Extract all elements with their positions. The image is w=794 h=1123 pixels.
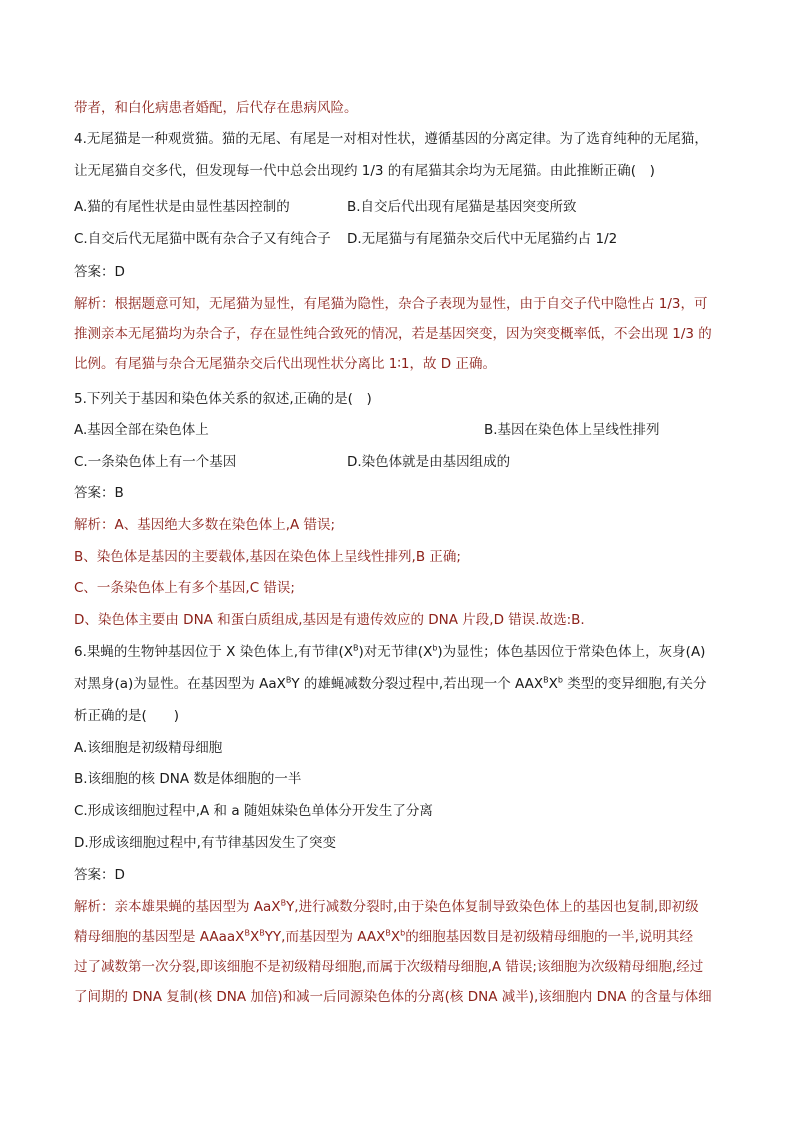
- q6-option-c: C.形成该细胞过程中,A 和 a 随姐妹染色单体分开发生了分离: [74, 803, 433, 819]
- q4-stem-line1: 4.无尾猫是一种观赏猫。猫的无尾、有尾是一对相对性状，遵循基因的分离定律。为了选育纯种的无尾猫，: [74, 131, 708, 147]
- q6-option-a: A.该细胞是初级精母细胞: [74, 740, 223, 756]
- q6-explanation-line3: 过了减数第一次分裂,即该细胞不是初级精母细胞,而属于次级精母细胞,A 错误;该细胞为次级精母细胞,经过: [74, 959, 704, 975]
- q6-explanation-line4: 了间期的 DNA 复制(核 DNA 加倍)和减一后同源染色体的分离(核 DNA 减半),该细胞内 DNA 的含量与体细: [74, 989, 712, 1005]
- q6-stem-line3: 析正确的是( ): [74, 708, 180, 724]
- q6-answer: 答案：D: [74, 867, 125, 883]
- q5-stem: 5.下列关于基因和染色体关系的叙述,正确的是( ): [74, 391, 372, 407]
- q6-option-b: B.该细胞的核 DNA 数是体细胞的一半: [74, 771, 302, 787]
- q4-stem-line2: 让无尾猫自交多代，但发现每一代中总会出现约 1/3 的有尾猫其余均为无尾猫。由此推断正确( ): [74, 163, 655, 179]
- q5-explanation-line2: B、染色体是基因的主要载体,基因在染色体上呈线性排列,B 正确;: [74, 549, 461, 565]
- q4-option-b: B.自交后代出现有尾猫是基因突变所致: [347, 199, 577, 215]
- q6-option-d: D.形成该细胞过程中,有节律基因发生了突变: [74, 835, 336, 851]
- q6-stem-line1: 6.果蝇的生物钟基因位于 X 染色体上,有节律$(X^B)$对无节律$(X^b)$为显性；体色基因位于常染色体上，灰身(A): [74, 643, 706, 660]
- q4-option-d: D.无尾猫与有尾猫杂交后代中无尾猫约占 1/2: [347, 231, 618, 247]
- q5-explanation-line4: D、染色体主要由 DNA 和蛋白质组成,基因是有遗传效应的 DNA 片段,D 错误.故选:B.: [74, 612, 585, 628]
- q5-explanation-line1: 解析：A、基因绝大多数在染色体上,A 错误;: [74, 517, 336, 533]
- q5-option-a: A.基因全部在染色体上: [74, 422, 209, 438]
- q5-options-row1: [74, 420, 720, 440]
- q6-stem-line2: 对黑身(a)为显性。在基因型为 AaX$^B$Y 的雄蝇减数分裂过程中,若出现一个 $AAX^BX^b$ 类型的变异细胞,有关分: [74, 675, 707, 692]
- q4-option-c: C.自交后代无尾猫中既有杂合子又有纯合子: [74, 231, 331, 247]
- q5-option-c: C.一条染色体上有一个基因: [74, 454, 237, 470]
- q5-option-d: D.染色体就是由基因组成的: [347, 454, 511, 470]
- q5-option-b: B.基因在染色体上呈线性排列: [484, 422, 660, 438]
- q6-explanation-line2: 精母细胞的基因型是 $AAaaX^BX^BYY$,而基因型为 $AAX^BX^b$的细胞基因数目是初级精母细胞的一半,说明其经: [74, 928, 693, 945]
- q5-answer: 答案：B: [74, 485, 124, 501]
- q4-explanation-line3: 比例。有尾猫与杂合无尾猫杂交后代出现性状分离比 1∶1，故 D 正确。: [74, 356, 496, 372]
- q5-options-row2: [74, 452, 720, 472]
- q4-explanation-line1: 解析：根据题意可知，无尾猫为显性，有尾猫为隐性，杂合子表现为显性，由于自交子代中隐性占 1/3，可: [74, 296, 708, 312]
- q5-explanation-line3: C、一条染色体上有多个基因,C 错误;: [74, 580, 295, 596]
- q4-options-row1: [74, 197, 720, 217]
- q4-answer: 答案：D: [74, 264, 125, 280]
- q4-explanation-line2: 推测亲本无尾猫均为杂合子，存在显性纯合致死的情况，若是基因突变，因为突变概率低，不会出现 1/3 的: [74, 326, 712, 342]
- q4-options-row2: [74, 229, 720, 249]
- q6-explanation-line1: 解析：亲本雄果蝇的基因型为 AaX$^B$Y,进行减数分裂时,由于染色体复制导致染色体上的基因也复制,即初级: [74, 898, 699, 915]
- explanation-carryover: 带者，和白化病患者婚配，后代存在患病风险。: [74, 100, 358, 116]
- q4-option-a: A.猫的有尾性状是由显性基因控制的: [74, 199, 290, 215]
